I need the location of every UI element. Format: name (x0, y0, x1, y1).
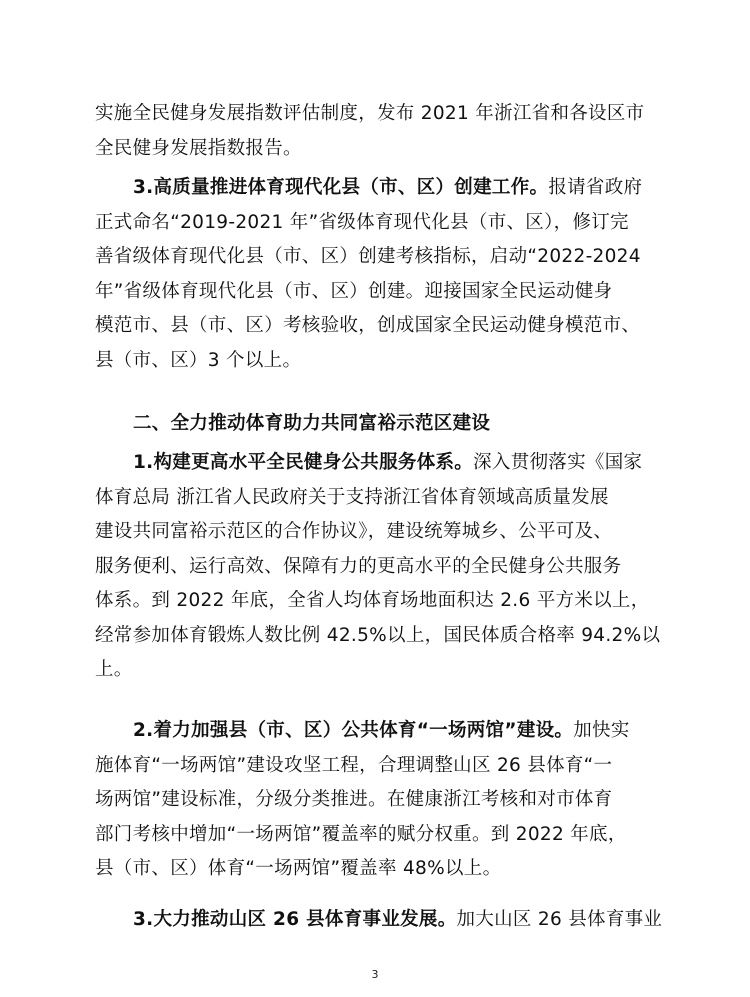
text-line: 体系。到 2022 年底，全省人均体育场地面积达 2.6 平方米以上， (95, 590, 650, 611)
paragraph-sports-modernization (95, 171, 683, 378)
text-line: 模范市、县（市、区）考核验收，创成国家全民运动健身模范市、 (95, 315, 641, 336)
paragraph-public-fitness-service (95, 446, 683, 688)
text-line: 县（市、区）3 个以上。 (95, 349, 302, 371)
paragraph-text: 深入贯彻落实《国家 (473, 452, 643, 473)
text-line: 场两馆”建设标准，分级分类推进。在健康浙江考核和对市体育 (95, 789, 613, 810)
text-line: 上。 (95, 659, 133, 680)
text-line (95, 171, 683, 206)
paragraph-mountain-counties (95, 903, 683, 938)
text-line (95, 714, 683, 749)
text-line: 施体育“一场两馆”建设攻坚工程，合理调整山区 26 县体育“一 (95, 754, 613, 776)
text-line: 实施全民健身发展指数评估制度，发布 2021 年浙江省和各设区市 (95, 103, 645, 124)
text-line: 正式命名“2019-2021 年”省级体育现代化县（市、区），修订完 (95, 211, 629, 233)
text-line: 善省级体育现代化县（市、区）创建考核指标，启动“2022-2024 (95, 246, 641, 267)
paragraph-title: 1.构建更高水平全民健身公共服务体系。 (133, 452, 474, 473)
text-line: 部门考核中增加“一场两馆”覆盖率的赋分权重。到 2022 年底， (95, 823, 627, 845)
paragraph-text: 加大山区 26 县体育事业 (456, 909, 663, 930)
paragraph-fitness-index (95, 97, 683, 166)
paragraph-one-field-two-halls (95, 714, 683, 887)
paragraph-title: 3.大力推动山区 26 县体育事业发展。 (133, 909, 457, 930)
text-line: 经常参加体育锻炼人数比例 42.5%以上，国民体质合格率 94.2%以 (95, 624, 661, 646)
section-heading: 二、全力推动体育助力共同富裕示范区建设 (133, 413, 491, 434)
text-line: 年”省级体育现代化县（市、区）创建。迎接国家全民运动健身 (95, 280, 613, 302)
text-line: 服务便利、运行高效、保障有力的更高水平的全民健身公共服务 (95, 555, 622, 577)
text-line (95, 446, 683, 481)
paragraph-text: 报请省政府 (548, 177, 643, 198)
paragraph-title: 3.高质量推进体育现代化县（市、区）创建工作。 (133, 177, 549, 198)
paragraph-title: 2.着力加强县（市、区）公共体育“一场两馆”建设。 (133, 720, 574, 741)
text-line: 体育总局 浙江省人民政府关于支持浙江省体育领域高质量发展 (95, 486, 609, 508)
paragraph-text: 加快实 (573, 720, 630, 741)
page-number: 3 (371, 968, 379, 981)
text-line: 县（市、区）体育“一场两馆”覆盖率 48%以上。 (95, 858, 502, 879)
text-line: 建设共同富裕示范区的合作协议》，建设统筹城乡、公平可及、 (95, 521, 613, 542)
text-line (95, 903, 683, 938)
text-line: 全民健身发展指数报告。 (95, 137, 302, 159)
